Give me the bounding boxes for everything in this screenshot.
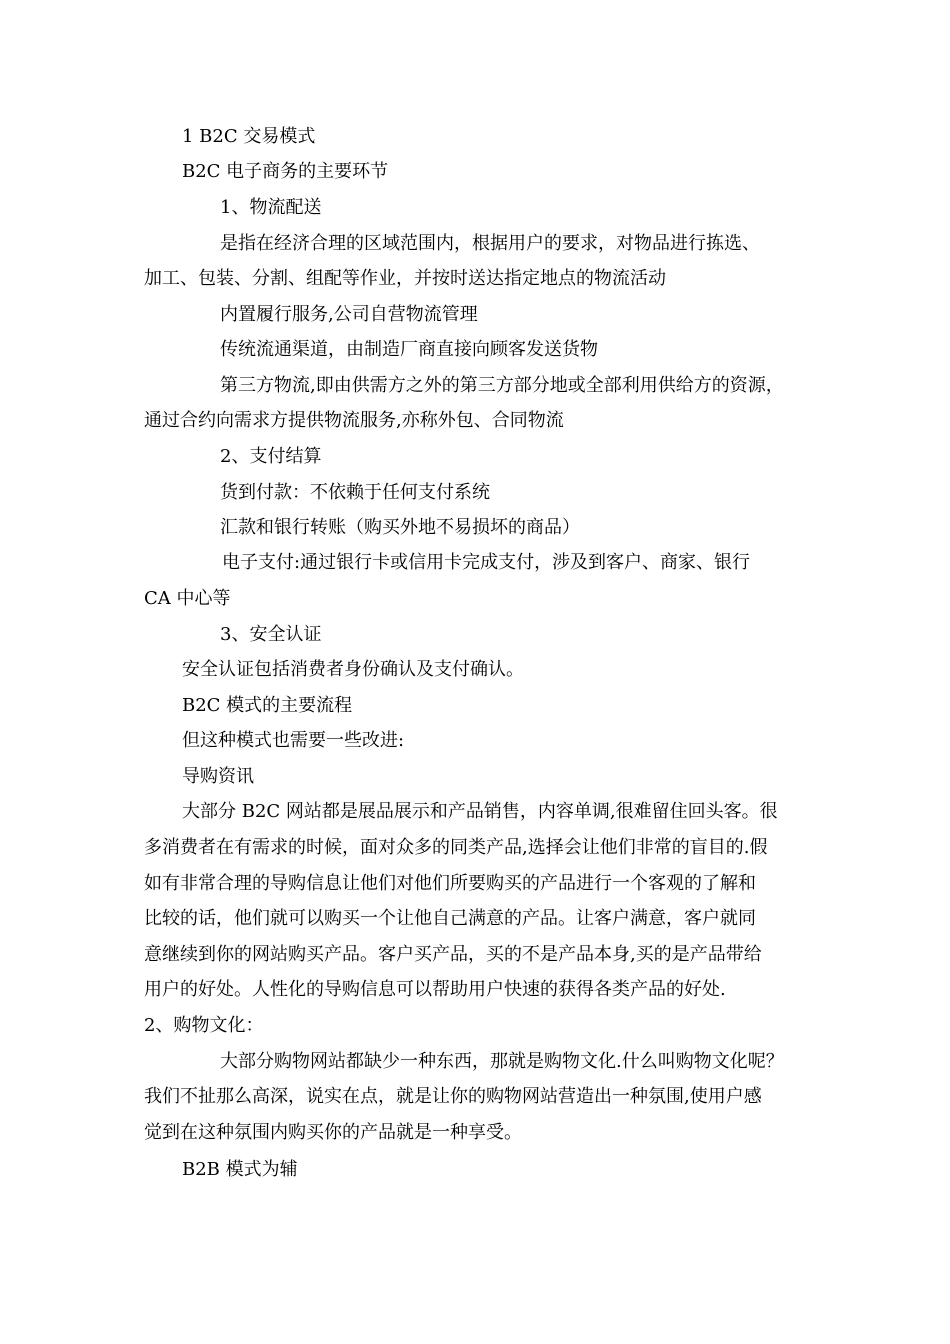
paragraph-line: 安全认证包括消费者身份确认及支付确认。 xyxy=(182,659,524,680)
paragraph-line: 通过合约向需求方提供物流服务,亦称外包、合同物流 xyxy=(144,410,564,431)
paragraph-line: 觉到在这种氛围内购买你的产品就是一种享受。 xyxy=(144,1122,522,1143)
subheading: 导购资讯 xyxy=(182,766,254,787)
paragraph-line: 内置履行服务,公司自营物流管理 xyxy=(220,304,478,325)
section-heading: 1 B2C 交易模式 xyxy=(182,126,316,147)
paragraph-line: 如有非常合理的导购信息让他们对他们所要购买的产品进行一个客观的了解和 xyxy=(144,873,756,894)
list-heading: 3、安全认证 xyxy=(220,624,322,645)
paragraph-line: 电子支付:通过银行卡或信用卡完成支付，涉及到客户、商家、银行 xyxy=(222,552,751,573)
paragraph-line: 加工、包装、分割、组配等作业，并按时送达指定地点的物流活动 xyxy=(144,268,666,289)
paragraph-line: 大部分 B2C 网站都是展品展示和产品销售，内容单调,很难留住回头客。很 xyxy=(182,801,778,822)
paragraph-line: CA 中心等 xyxy=(144,588,231,609)
paragraph-line: 汇款和银行转账（购买外地不易损坏的商品） xyxy=(220,517,580,538)
paragraph-line: 但这种模式也需要一些改进: xyxy=(182,730,405,751)
subheading: B2C 电子商务的主要环节 xyxy=(182,161,389,182)
paragraph-line: 传统流通渠道，由制造厂商直接向顾客发送货物 xyxy=(220,339,598,360)
paragraph-line: 比较的话，他们就可以购买一个让他自己满意的产品。让客户满意，客户就同 xyxy=(144,908,756,929)
subheading: B2B 模式为辅 xyxy=(182,1159,298,1180)
paragraph-line: 用户的好处。人性化的导购信息可以帮助用户快速的获得各类产品的好处. xyxy=(144,979,726,1000)
list-heading: 2、支付结算 xyxy=(220,446,322,467)
paragraph-line: 第三方物流,即由供需方之外的第三方部分地或全部利用供给方的资源， xyxy=(220,375,784,396)
paragraph-line: 大部分购物网站都缺少一种东西，那就是购物文化.什么叫购物文化呢？ xyxy=(220,1051,784,1072)
list-heading: 2、购物文化： xyxy=(144,1015,264,1036)
paragraph-line: 我们不扯那么高深，说实在点，就是让你的购物网站营造出一种氛围,使用户感 xyxy=(144,1086,762,1107)
paragraph-line: 货到付款：不依赖于任何支付系统 xyxy=(220,482,490,503)
paragraph-line: 是指在经济合理的区域范围内，根据用户的要求，对物品进行拣选、 xyxy=(220,233,760,254)
subheading: B2C 模式的主要流程 xyxy=(182,695,353,716)
list-heading: 1、物流配送 xyxy=(220,197,322,218)
paragraph-line: 多消费者在有需求的时候，面对众多的同类产品,选择会让他们非常的盲目的.假 xyxy=(144,837,768,858)
paragraph-line: 意继续到你的网站购买产品。客户买产品，买的不是产品本身,买的是产品带给 xyxy=(144,944,762,965)
